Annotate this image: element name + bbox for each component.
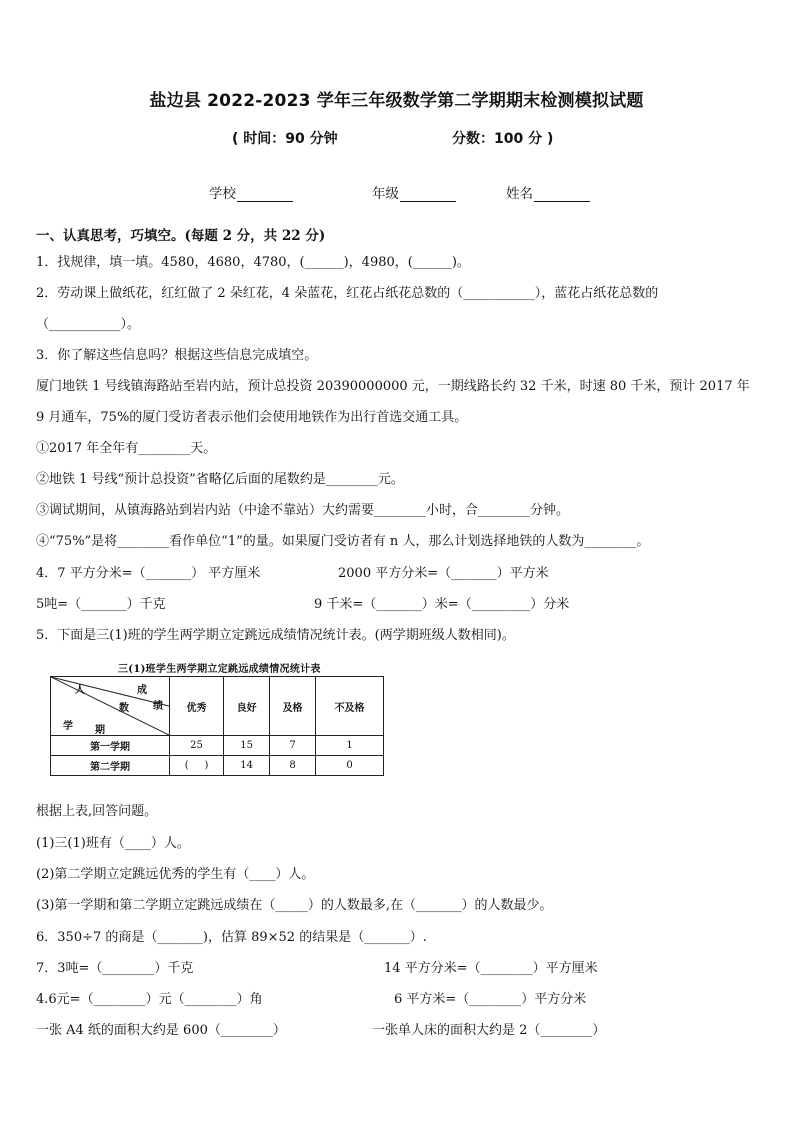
table-cell-blank[interactable]: ( ) <box>170 756 224 776</box>
table-cell: 25 <box>170 736 224 756</box>
question-7-part-a: 7．3吨=（________）千克 <box>36 961 194 976</box>
school-label: 学校 <box>209 186 236 202</box>
table-cell: 14 <box>224 756 270 776</box>
exam-title: 盐边县 2022-2023 学年三年级数学第二学期期末检测模拟试题 <box>149 91 644 111</box>
question-3: 3．你了解这些信息吗？根据这些信息完成填空。 <box>36 348 318 363</box>
table-row <box>51 756 384 776</box>
question-7-part-e: 一张 A4 纸的面积大约是 600（________） <box>36 1023 286 1038</box>
grade-label: 年级 <box>372 186 399 202</box>
corner-label-count: 数 <box>119 703 129 714</box>
table-cell: 0 <box>316 756 384 776</box>
table-header-row <box>51 677 384 736</box>
question-7-part-f: 一张单人床的面积大约是 2（________） <box>372 1023 606 1038</box>
question-4-part-b: 2000 平方分米=（_______）平方米 <box>338 566 549 581</box>
question-5-item-1: (1)三(1)班有（____）人。 <box>36 836 190 851</box>
question-4-part-d: 9 千米=（_______）米=（_________）分米 <box>314 597 570 612</box>
question-3-item-1: ①2017 年全年有________天。 <box>36 441 217 456</box>
corner-label-people: 人 <box>75 685 85 696</box>
question-3-paragraph-cont: 9 月通车，75%的厦门受访者表示他们会使用地铁作为出行首选交通工具。 <box>36 410 468 425</box>
question-5-item-3: (3)第一学期和第二学期立定跳远成绩在（_____）的人数最多,在（_______）的人数最少。 <box>36 898 553 913</box>
question-6: 6．350÷7 的商是（_______)，估算 89×52 的结果是（_______）. <box>36 930 427 945</box>
name-blank[interactable] <box>534 187 590 202</box>
question-3-paragraph: 厦门地铁 1 号线镇海路站至岩内站，预计总投资 20390000000 元，一期线路长约 32 千米，时速 80 千米，预计 2017 年 <box>36 379 750 394</box>
question-4-part-c: 5吨=（_______）千克 <box>36 597 166 612</box>
grade-field <box>372 182 456 202</box>
school-blank[interactable] <box>237 187 293 202</box>
table-cell: 15 <box>224 736 270 756</box>
header-pass: 及格 <box>270 677 316 736</box>
question-1: 1．找规律，填一填。4580，4680，4780，(______)，4980，(______)。 <box>36 255 470 270</box>
question-3-item-2: ②地铁 1 号线“预计总投资”省略亿后面的尾数约是________元。 <box>36 472 404 487</box>
question-3-item-4: ④“75%”是将________看作单位“1”的量。如果厦门受访者有 n 人，那么计划选择地铁的人数为________。 <box>36 534 650 549</box>
corner-label-term: 期 <box>95 725 105 736</box>
table-title: 三(1)班学生两学期立定跳远成绩情况统计表 <box>118 664 321 675</box>
name-field <box>506 182 590 202</box>
corner-label-xue: 学 <box>63 721 73 732</box>
grade-blank[interactable] <box>400 187 456 202</box>
question-3-item-3: ③调试期间，从镇海路站到岩内站（中途不靠站）大约需要________小时，合________分钟。 <box>36 503 570 518</box>
question-5-prompt: 根据上表,回答问题。 <box>36 804 158 819</box>
question-7-part-b: 14 平方分米=（________）平方厘米 <box>384 961 598 976</box>
corner-label-ji: 绩 <box>153 701 163 712</box>
table-cell: 8 <box>270 756 316 776</box>
question-2-cont: （___________）。 <box>36 317 141 332</box>
score-table <box>50 676 384 776</box>
header-good: 良好 <box>224 677 270 736</box>
question-5-item-2: (2)第二学期立定跳远优秀的学生有（____）人。 <box>36 867 315 882</box>
question-2: 2．劳动课上做纸花，红红做了 2 朵红花，4 朵蓝花，红花占纸花总数的（___________），蓝花占纸花总数的 <box>36 286 659 301</box>
question-5: 5．下面是三(1)班的学生两学期立定跳远成绩情况统计表。(两学期班级人数相同)。 <box>36 628 515 643</box>
exam-time: ( 时间：90 分钟 <box>232 131 338 147</box>
school-field <box>209 182 293 202</box>
name-label: 姓名 <box>506 186 533 202</box>
table-corner-cell <box>51 677 170 736</box>
row-label: 第一学期 <box>51 736 170 756</box>
question-4-part-a: 4．7 平方分米=（_______） 平方厘米 <box>36 566 261 581</box>
header-fail: 不及格 <box>316 677 384 736</box>
section-heading: 一、认真思考，巧填空。(每题 2 分，共 22 分) <box>36 228 326 244</box>
corner-label-cheng: 成 <box>137 685 147 696</box>
table-row <box>51 736 384 756</box>
exam-score: 分数：100 分 ) <box>452 131 554 147</box>
row-label: 第二学期 <box>51 756 170 776</box>
header-excellent: 优秀 <box>170 677 224 736</box>
table-cell: 7 <box>270 736 316 756</box>
question-7-part-c: 4.6元=（________）元（________）角 <box>36 992 263 1007</box>
question-7-part-d: 6 平方米=（________）平方分米 <box>394 992 587 1007</box>
table-cell: 1 <box>316 736 384 756</box>
